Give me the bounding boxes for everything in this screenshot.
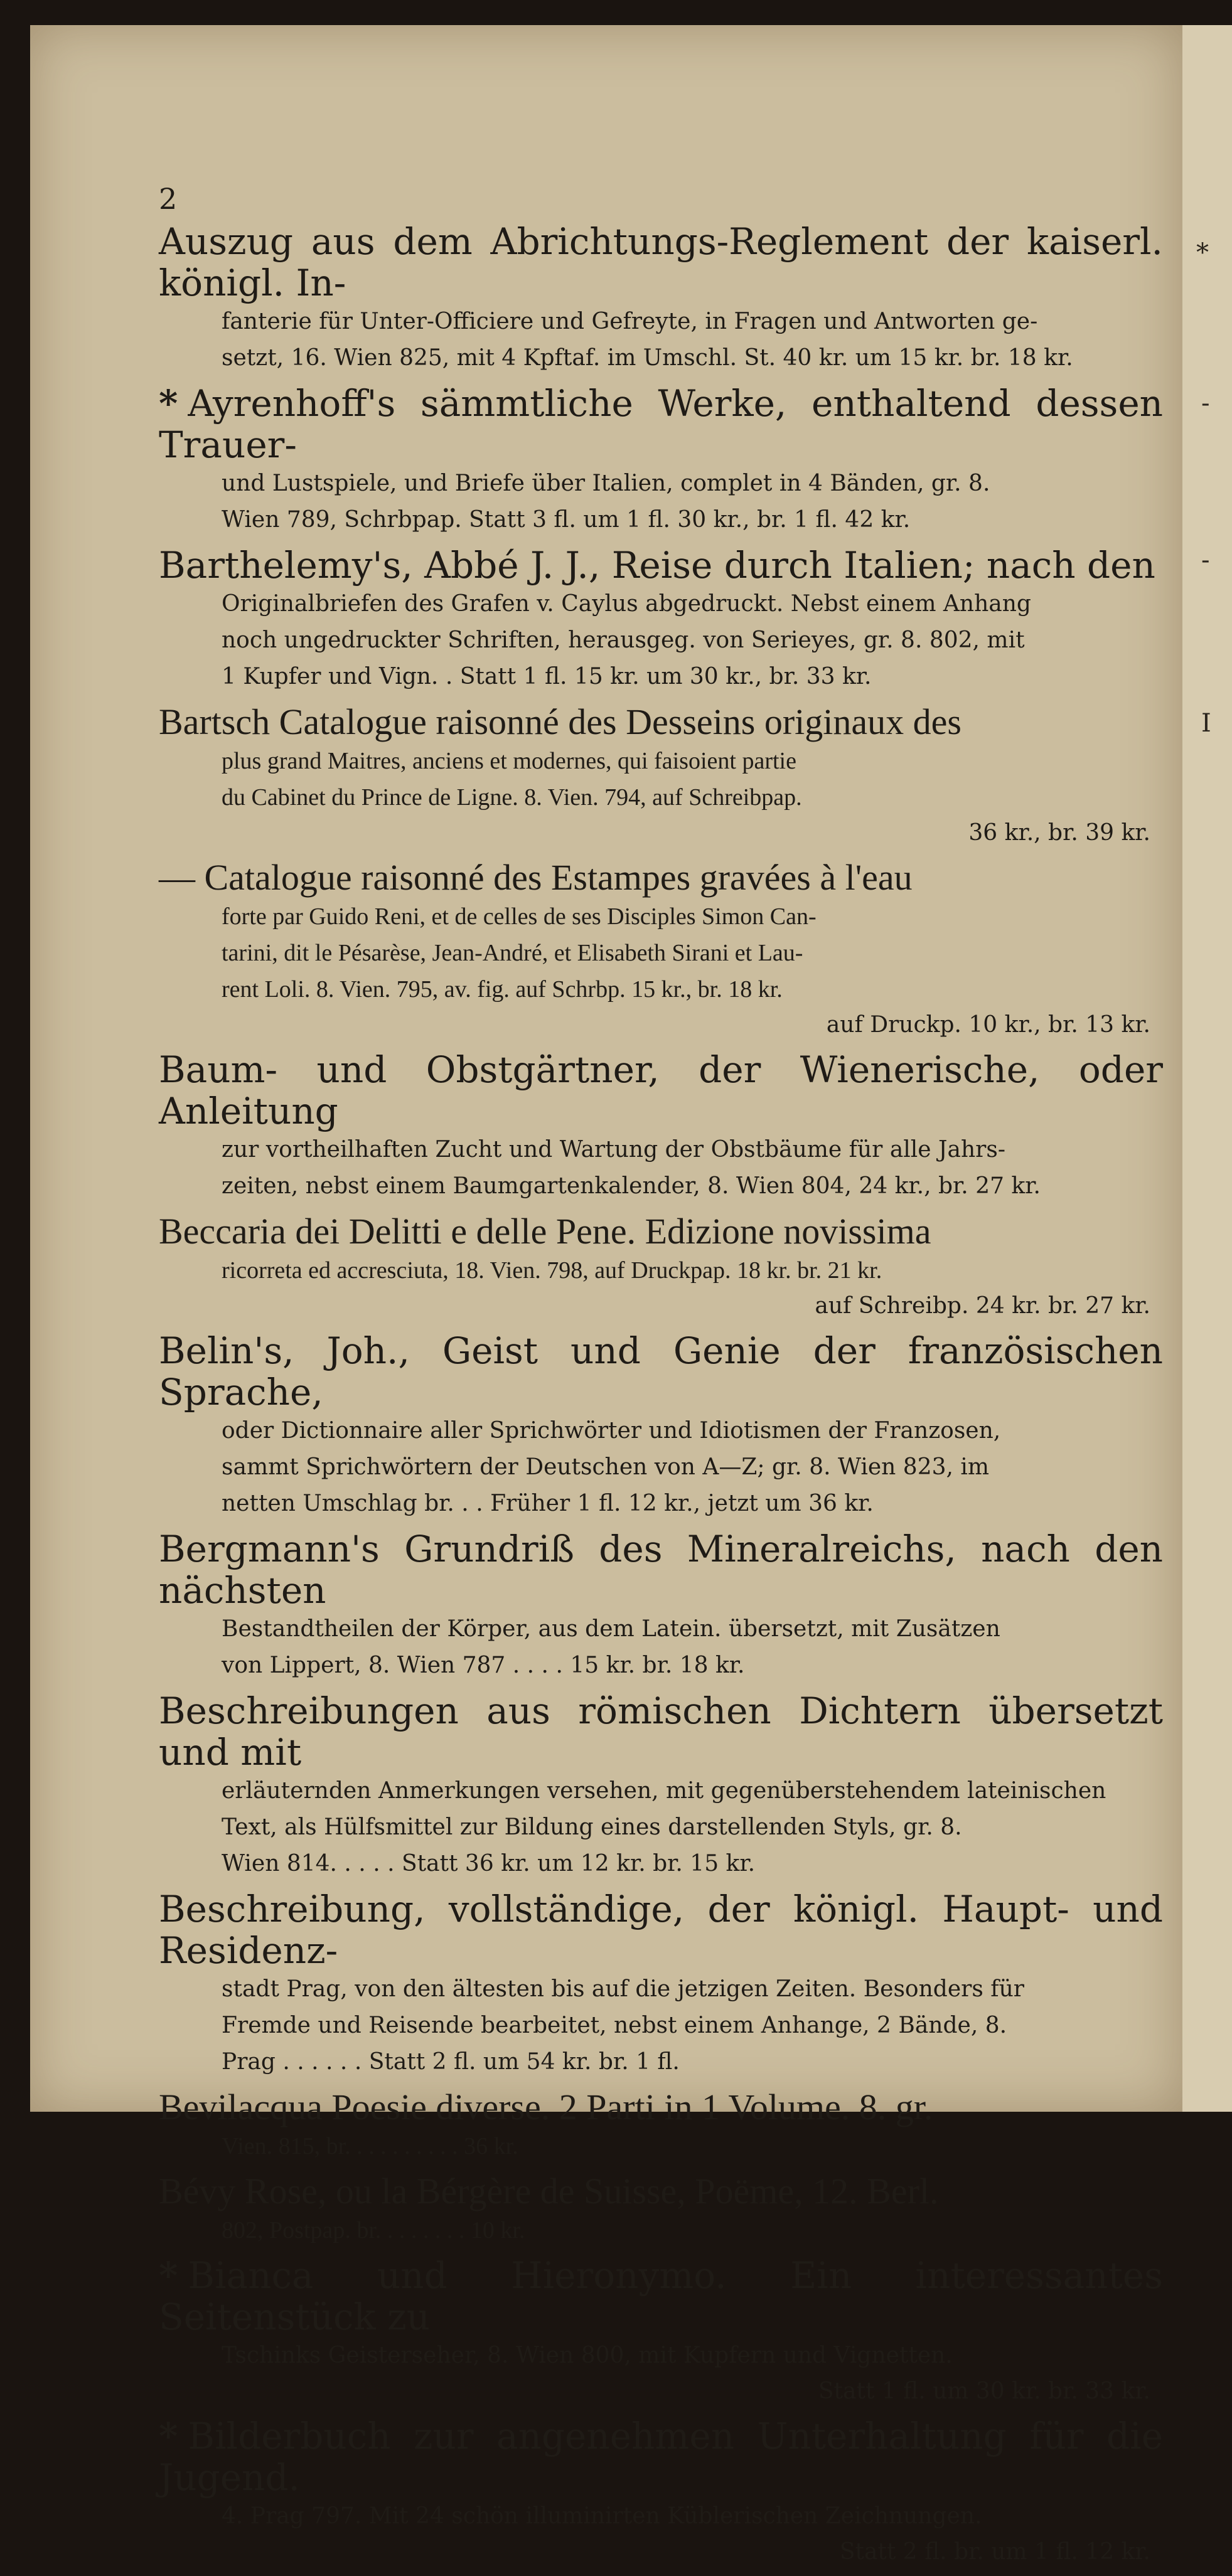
entry-heading	[159, 545, 1163, 586]
entry-heading	[159, 1211, 1163, 1252]
entry-list	[159, 221, 1163, 2570]
entry-heading	[159, 1888, 1163, 1971]
entry-detail-line: forte par Guido Reni, et de celles de ses Disciples Simon Can-	[222, 903, 817, 930]
star-marker: *	[159, 2415, 178, 2457]
star-marker: *	[159, 382, 178, 425]
margin-mark: I	[1201, 709, 1211, 738]
catalog-entry	[159, 701, 1163, 851]
entry-detail-line: Originalbriefen des Grafen v. Caylus abgedruckt. Nebst einem Anhang	[222, 591, 1031, 617]
entry-heading	[159, 383, 1163, 466]
entry-heading	[159, 2255, 1163, 2338]
entry-heading	[159, 2171, 1163, 2212]
entry-detail-line: oder Dictionnaire aller Sprichwörter und Idiotismen der Franzosen,	[222, 1418, 1001, 1444]
entry-heading-text: Barthelemy's, Abbé J. J., Reise durch Italien; nach den	[159, 544, 1155, 587]
entry-heading-text: Bevilacqua Poesie diverse. 2 Parti in 1 Volume. 8. gr.	[159, 2087, 933, 2127]
entry-detail-line: Tschinks Geisterseher, 8. Wien 800, mit Kupfern und Vignetten.	[222, 2343, 953, 2368]
page-number: 2	[159, 182, 178, 216]
entry-heading-text: Auszug aus dem Abrichtungs-Reglement der kaiserl. königl. In-	[159, 220, 1163, 304]
catalog-entry	[159, 1888, 1163, 2080]
entry-heading-text: Beschreibung, vollständige, der königl. Haupt- und Residenz-	[159, 1888, 1163, 1972]
entry-heading	[159, 857, 1163, 898]
entry-detail-line: und Lustspiele, und Briefe über Italien, complet in 4 Bänden, gr. 8.	[222, 471, 990, 496]
catalog-entry	[159, 1211, 1163, 1324]
entry-heading-text: Belin's, Joh., Geist und Genie der französischen Sprache,	[159, 1329, 1163, 1413]
entry-detail-line: Bestandtheilen der Körper, aus dem Latein. übersetzt, mit Zusätzen	[222, 1616, 1000, 1642]
entry-price: 36 kr., br. 39 kr.	[968, 820, 1150, 846]
entry-detail-line: erläuternden Anmerkungen versehen, mit gegenüberstehendem lateinischen	[222, 1778, 1106, 1804]
entry-detail-line: ricorreta ed accresciuta, 18. Vien. 798, auf Druckpap. 18 kr. br. 21 kr.	[222, 1257, 882, 1284]
catalog-entry	[159, 1690, 1163, 1882]
entry-heading-text: Bévy Rose, ou la Bérgère de Suisse, Poëme, 12. Berl.	[159, 2171, 939, 2211]
entry-heading-text: Beschreibungen aus römischen Dichtern übersetzt und mit	[159, 1690, 1163, 1774]
catalog-entry	[159, 857, 1163, 1043]
entry-detail-line: noch ungedruckter Schriften, herausgeg. von Serieyes, gr. 8. 802, mit	[222, 627, 1025, 653]
entry-heading-text: Bilderbuch zur angenehmen Unterhaltung für die Jugend.	[159, 2415, 1163, 2499]
entry-heading	[159, 701, 1163, 743]
entry-detail-line: 4. Prag 797. Mit 24 schön illuminirten Küblerischen Zeichnungen.	[222, 2503, 982, 2529]
entry-heading	[159, 1049, 1163, 1132]
entry-price: Statt 2 fl. br. um 1 fl. 12 kr.	[839, 2539, 1150, 2565]
catalog-entry	[159, 1049, 1163, 1205]
entry-price: Statt 1 fl. um 30 kr. br. 33 kr.	[818, 2378, 1150, 2404]
entry-heading-text: Bianca und Hieronymo. Ein interessantes Seitenstück zu	[159, 2254, 1163, 2338]
entry-detail-line: plus grand Maitres, anciens et modernes, qui faisoient partie	[222, 748, 796, 774]
catalog-entry	[159, 221, 1163, 376]
star-marker: *	[159, 2254, 178, 2297]
entry-detail-line: Fremde und Reisende bearbeitet, nebst einem Anhange, 2 Bände, 8.	[222, 2013, 1007, 2038]
entry-detail-line: du Cabinet du Prince de Ligne. 8. Vien. 794, auf Schreibpap.	[222, 784, 802, 811]
entry-heading	[159, 2087, 1163, 2128]
catalog-entry	[159, 2415, 1163, 2570]
entry-detail-line: Vien. 815, br. . . . . . . . . . 36 kr.	[222, 2133, 518, 2159]
entry-detail-line: rent Loli. 8. Vien. 795, av. fig. auf Schrbp. 15 kr., br. 18 kr.	[222, 976, 783, 1003]
entry-detail-line: 1 Kupfer und Vign. . Statt 1 fl. 15 kr. um 30 kr., br. 33 kr.	[222, 664, 872, 689]
catalog-entry	[159, 1528, 1163, 1684]
entry-heading-text: Ayrenhoff's sämmtliche Werke, enthaltend dessen Trauer-	[159, 382, 1163, 466]
entry-heading	[159, 221, 1163, 304]
entry-heading-text: Baum- und Obstgärtner, der Wienerische, oder Anleitung	[159, 1048, 1163, 1132]
catalog-page	[30, 25, 1182, 2565]
entry-heading-text: Bartsch Catalogue raisonné des Desseins originaux des	[159, 701, 961, 742]
entry-heading-text: — Catalogue raisonné des Estampes gravées à l'eau	[159, 857, 913, 898]
entry-detail-line: netten Umschlag br. . . Früher 1 fl. 12 kr., jetzt um 36 kr.	[222, 1491, 874, 1516]
margin-mark: -	[1201, 389, 1210, 418]
entry-heading	[159, 1330, 1163, 1413]
entry-heading	[159, 1690, 1163, 1773]
entry-detail-line: Wien 789, Schrbpap. Statt 3 fl. um 1 fl. 30 kr., br. 1 fl. 42 kr.	[222, 507, 911, 533]
entry-detail-line: tarini, dit le Pésarèse, Jean-André, et Elisabeth Sirani et Lau-	[222, 940, 803, 966]
catalog-entry	[159, 1330, 1163, 1522]
entry-detail-line: zur vortheilhaften Zucht und Wartung der Obstbäume für alle Jahrs-	[222, 1137, 1005, 1163]
entry-price: auf Druckp. 10 kr., br. 13 kr.	[826, 1012, 1150, 1038]
entry-detail-line: fanterie für Unter-Officiere und Gefreyte, in Fragen und Antworten ge-	[222, 309, 1038, 334]
entry-detail-line: zeiten, nebst einem Baumgartenkalender, 8. Wien 804, 24 kr., br. 27 kr.	[222, 1173, 1041, 1199]
catalog-entry	[159, 383, 1163, 538]
margin-mark: *	[1196, 238, 1209, 267]
entry-detail-line: stadt Prag, von den ältesten bis auf die jetzigen Zeiten. Besonders für	[222, 1976, 1024, 2002]
entry-detail-line: Text, als Hülfsmittel zur Bildung eines darstellenden Styls, gr. 8.	[222, 1814, 962, 1840]
entry-heading	[159, 1528, 1163, 1611]
catalog-entry	[159, 2255, 1163, 2409]
entry-detail-line: von Lippert, 8. Wien 787 . . . . 15 kr. br. 18 kr.	[222, 1653, 745, 1678]
entry-detail-line: Prag . . . . . . Statt 2 fl. um 54 kr. br. 1 fl.	[222, 2049, 680, 2075]
margin-mark: -	[1201, 546, 1210, 575]
catalog-content	[159, 182, 1163, 2576]
entry-detail-line: sammt Sprichwörtern der Deutschen von A—Z; gr. 8. Wien 823, im	[222, 1454, 990, 1480]
entry-price: auf Schreibp. 24 kr. br. 27 kr.	[815, 1293, 1150, 1319]
catalog-entry	[159, 2171, 1163, 2249]
entry-detail-line: Wien 814. . . . . Statt 36 kr. um 12 kr. br. 15 kr.	[222, 1851, 756, 1876]
entry-heading-text: Bergmann's Grundriß des Mineralreichs, nach den nächsten	[159, 1528, 1163, 1612]
entry-detail-line: 802, Postpap. br. . . . . . . . 10 kr.	[222, 2217, 525, 2243]
entry-heading	[159, 2415, 1163, 2498]
entry-heading-text: Beccaria dei Delitti e delle Pene. Edizione novissima	[159, 1211, 931, 1252]
catalog-entry	[159, 545, 1163, 695]
adjacent-page-edge	[1182, 25, 1232, 2112]
entry-detail-line: setzt, 16. Wien 825, mit 4 Kpftaf. im Umschl. St. 40 kr. um 15 kr. br. 18 kr.	[222, 345, 1073, 371]
catalog-entry	[159, 2087, 1163, 2164]
